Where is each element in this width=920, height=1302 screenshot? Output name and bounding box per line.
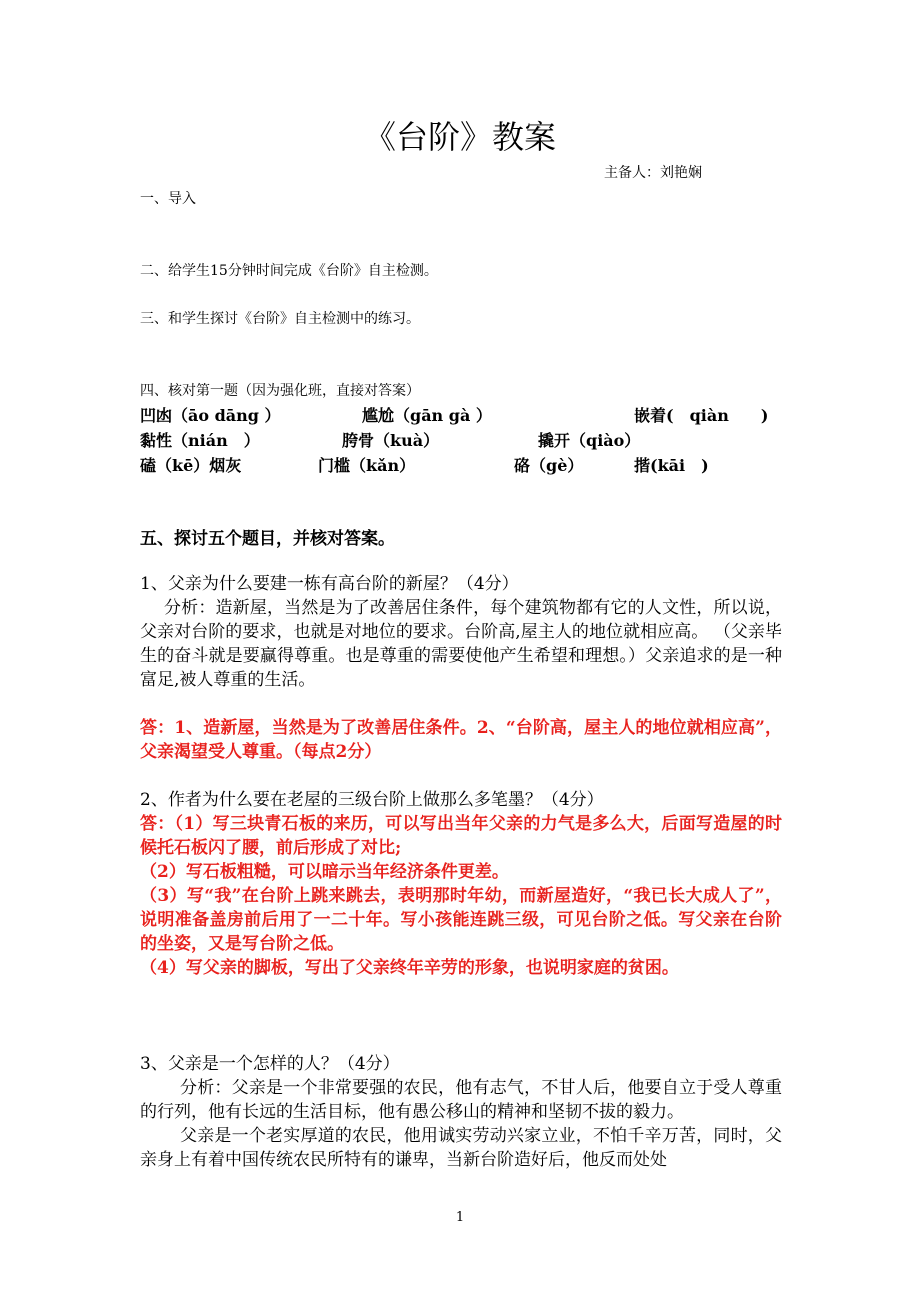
question-2-answer-1: 答：（1）写三块青石板的来历，可以写出当年父亲的力气是多么大，后面写造屋的时候托石板闪了腰，前后形成了对比; (140, 814, 782, 858)
question-1-answer: 答：1、造新屋，当然是为了改善居住条件。2、“台阶高，屋主人的地位就相应高”， 父亲渴望受人尊重。（每点2分） (140, 718, 782, 762)
question-3-analysis: 分析：父亲是一个非常要强的农民，他有志气，不甘人后，他要自立于受人尊重的行列，他有长远的生活目标，他有愚公移山的精神和坚韧不拔的毅力。 (140, 1078, 782, 1122)
question-1-analysis: 分析：造新屋，当然是为了改善居住条件，每个建筑物都有它的人文性，所以说，父亲对台阶的要求，也就是对地位的要求。台阶高,屋主人的地位就相应高。 （父亲毕生的奋斗就是要赢得尊重。也是尊重的需要使他产生希望和理想。）父亲追求的是一种富足,被人尊重的生活。 (140, 598, 782, 690)
pinyin-item: 凹凼（āo dāng ） (140, 406, 281, 425)
question-3: 3、父亲是一个怎样的人？（4分） (140, 1054, 400, 1074)
pinyin-item: 撬开（qiào） (538, 431, 641, 450)
section-1-heading: 一、导入 (140, 191, 196, 207)
pinyin-item: 揩(kāi ) (634, 456, 709, 475)
pinyin-item: 门槛（kǎn） (318, 456, 416, 475)
question-2-answer-3: （3）写“我”在台阶上跳来跳去，表明那时年幼，而新屋造好，“我已长大成人了”，说明准备盖房前后用了一二十年。写小孩能连跳三级，可见台阶之低。写父亲在台阶的坐姿，又是写台阶之低。 (140, 886, 782, 954)
section-4-heading: 四、核对第一题（因为强化班，直接对答案） (140, 383, 420, 399)
pinyin-item: 黏性（nián ） (140, 431, 260, 450)
question-2-answer-2: （2）写石板粗糙，可以暗示当年经济条件更差。 (140, 862, 509, 882)
pinyin-item: 硌（gè） (514, 456, 584, 475)
page-number: 1 (455, 1210, 465, 1225)
section-2-heading: 二、给学生15分钟时间完成《台阶》自主检测。 (140, 263, 438, 279)
document-title: 《台阶》教案 (363, 118, 556, 156)
author-line: 主备人：刘艳娴 (604, 165, 702, 181)
question-1: 1、父亲为什么要建一栋有高台阶的新屋？（4分） (140, 574, 519, 594)
question-3-paragraph: 父亲是一个老实厚道的农民，他用诚实劳动兴家立业，不怕千辛万苦，同时，父亲身上有着中国传统农民所特有的谦卑，当新台阶造好后，他反而处处 (140, 1126, 782, 1170)
pinyin-item: 磕（kē）烟灰 (140, 456, 242, 475)
section-5-heading: 五、探讨五个题目，并核对答案。 (140, 529, 395, 549)
section-3-heading: 三、和学生探讨《台阶》自主检测中的练习。 (140, 311, 420, 327)
pinyin-item: 胯骨（kuà） (342, 431, 440, 450)
question-2-answer-4: （4）写父亲的脚板，写出了父亲终年辛劳的形象，也说明家庭的贫困。 (140, 958, 679, 978)
question-2: 2、作者为什么要在老屋的三级台阶上做那么多笔墨？（4分） (140, 790, 604, 810)
pinyin-item: 嵌着( qiàn ) (634, 406, 769, 425)
pinyin-item: 尴尬（gān gà ） (362, 406, 492, 425)
